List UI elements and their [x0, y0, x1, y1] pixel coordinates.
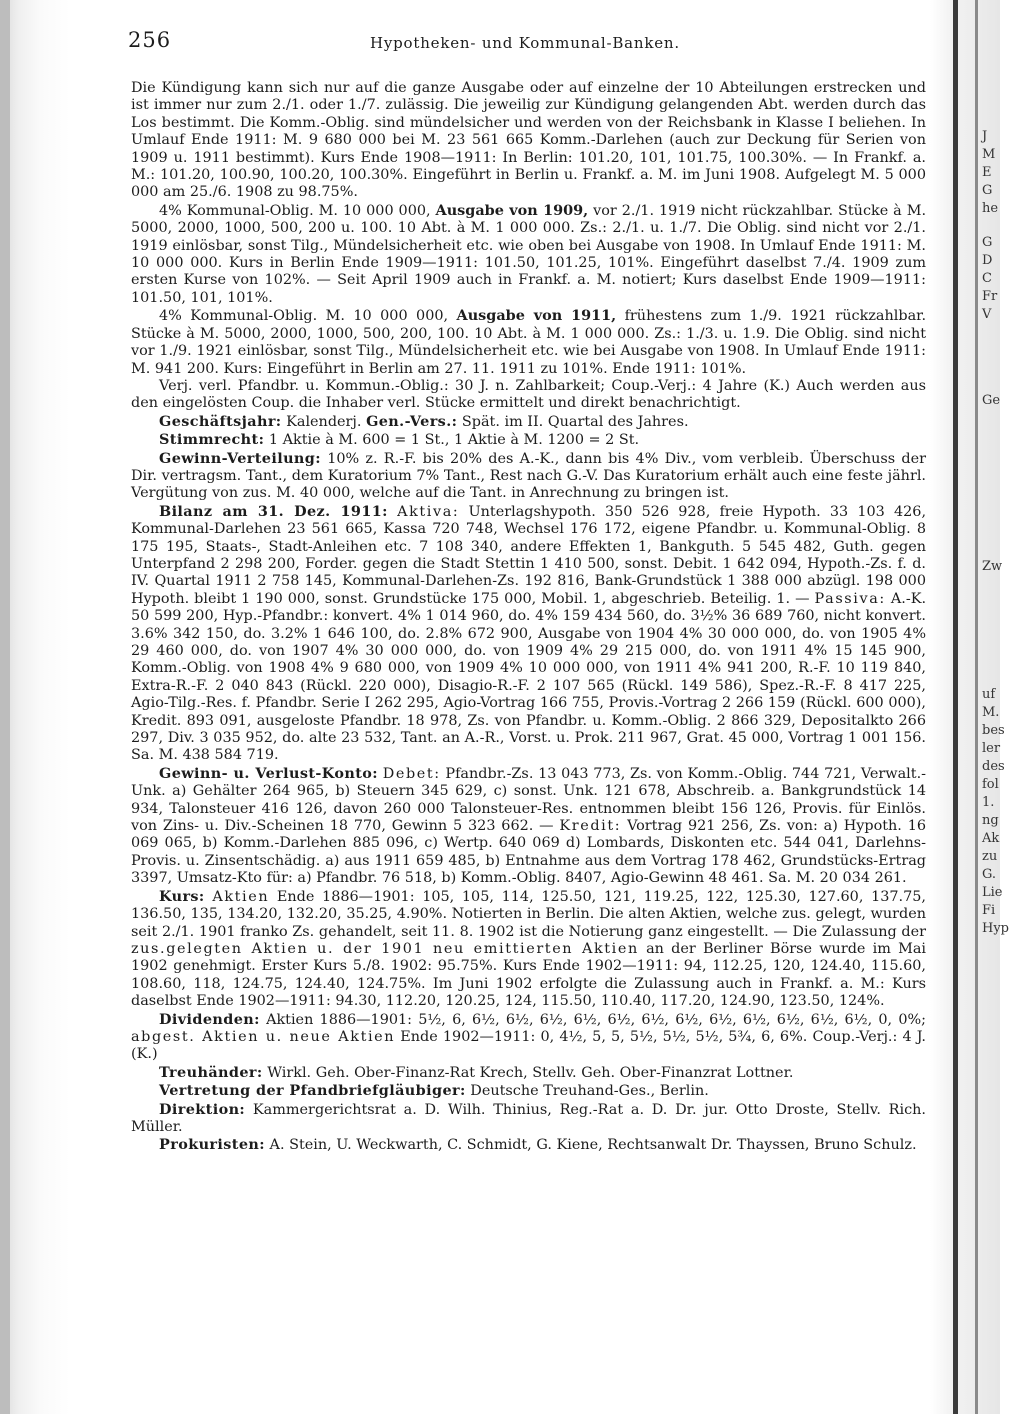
- page-edge-shadow: [953, 0, 958, 1414]
- adjacent-fragment: E: [982, 165, 992, 180]
- section-label: Stimmrecht:: [159, 431, 265, 449]
- text-run: Kalenderj.: [286, 413, 362, 430]
- spaced-run: Kredit:: [559, 818, 622, 835]
- adjacent-fragment: Ge: [982, 393, 1001, 408]
- section-label: Bilanz am 31. Dez. 1911:: [159, 502, 388, 520]
- adjacent-fragment: he: [982, 201, 999, 216]
- section-label: Treuhänder:: [159, 1063, 263, 1081]
- adjacent-fragment: M: [982, 147, 996, 162]
- text-run: Spät. im II. Quartal des Jahres.: [461, 413, 689, 430]
- adjacent-fragment: J: [982, 129, 988, 144]
- section-label: Gewinn-Verteilung:: [159, 449, 321, 467]
- bold-run: Ausgabe von 1909,: [435, 201, 589, 219]
- spaced-run: abgest. Aktien u. neue Aktien: [131, 1028, 396, 1045]
- adjacent-fragment: D: [982, 253, 993, 268]
- adjacent-fragment: Zw: [982, 559, 1003, 574]
- paragraph-direktion: [131, 1101, 926, 1137]
- section-label: Geschäftsjahr:: [159, 412, 282, 430]
- adjacent-fragment: V: [982, 307, 992, 322]
- text-run: Ende 1886—1901: 105, 105, 114, 125.50, 121, 119.25, 122, 125.30, 127.60, 137.75, 136.50, 135, 134.20, 132.20, 35.25, 4.90%. Notierten in Berlin. Die alten Aktien, welche zus. gelegt, wurden seit 2./1. 1901 franko Zs. gehandelt, seit 11. 8. 1902 ist die Notierung ganz eingestellt. — Die Zulassung der: [131, 888, 927, 940]
- spaced-run: Debet:: [382, 765, 441, 782]
- section-label: Vertretung der Pfandbriefgläubiger:: [159, 1082, 466, 1100]
- adjacent-fragment: G: [982, 183, 993, 198]
- section-label: Kurs:: [159, 887, 205, 905]
- paragraph-prokuristen: [131, 1136, 926, 1154]
- text-run: Kammergerichtsrat a. D. Wilh. Thinius, Reg.-Rat a. D. Dr. jur. Otto Droste, Stellv. Rich. Müller.: [131, 1101, 926, 1135]
- text-run: A.-K. 50 599 200, Hyp.-Pfandbr.: konvert. 4% 1 014 960, do. 4% 159 434 560, do. 3½% 36 689 760, nicht konvert. 3.6% 342 150, do. 3.2% 1 646 100, do. 2.8% 672 900, Ausgabe von 1904 4% 30 000 000, do. von 1905 4% 29 460 000, do. von 1907 4% 30 000 000, do. von 1909 4% 29 215 000, do. von 1911 4% 15 145 900, Komm.-Oblig. von 1908 4% 9 680 000, von 1909 4% 10 000 000, von 1911 4% 941 200, R.-F. 10 119 840, Extra-R.-F. 2 040 843 (Rückl. 220 000), Disagio-R.-F. 2 107 565 (Rückl. 149 586), Spez.-R.-F. 8 417 225, Agio-Tilg.-Res. f. Pfandbr. Serie I 262 295, Agio-Vortrag 166 755, Provis.-Vortrag 2 266 159 (Rückl. 600 000), Kredit. 893 091, ausgeloste Pfandbr. 18 978, Zs. von Pfandbr. u. Komm.-Oblig. 2 866 329, Depositalkto 266 297, Div. 3 035 952, do. alte 23 532, Tant. an A.-R., Vorst. u. Prok. 211 967, Grat. 45 000, Vortrag 1 001 156. Sa. M. 438 584 719.: [131, 590, 927, 764]
- adjacent-fragment: uf: [982, 687, 996, 702]
- paragraph-kuendigung: Die Kündigung kann sich nur auf die ganze Ausgabe oder auf einzelne der 10 Abteilungen erstrecken und ist immer nur zum 2./1. oder 1./7. zulässig. Die jeweilig zur Kündigung gelangenden Abt. werden durch das Los bestimmt. Die Komm.-Oblig. sind mündelsicher und werden von der Reichsbank in Klasse I beliehen. In Umlauf Ende 1911: M. 9 680 000 bei M. 23 561 665 Komm.-Darlehen (auch zur Deckung für Serien von 1909 u. 1911 bestimmt). Kurs Ende 1908—1911: In Berlin: 101.20, 101, 101.75, 100.30%. — In Frankf. a. M.: 101.20, 100.90, 100.20, 100.30%. Eingeführt in Berlin u. Frankf. a. M. im Juni 1908. Aufgelegt M. 5 000 000 am 25./6. 1908 zu 98.75%.: [131, 80, 926, 201]
- paragraph-kurs: [131, 888, 926, 1011]
- paragraph-gewinn-verlust: [131, 765, 926, 888]
- text-run: Unterlagshypoth. 350 526 928, freie Hypoth. 33 103 426, Kommunal-Darlehen 23 561 665, Kassa 720 748, Wechsel 176 172, eigene Pfandbr. u. Kommunal-Oblig. 8 175 195, Staats-, Stadt-Anleihen etc. 7 108 340, andere Effekten 1, Bankguth. 5 545 482, Guth. gegen Unterpfand 2 298 200, Forder. gegen die Stadt Stettin 1 410 500, sonst. Debit. 1 642 094, Hypoth.-Zs. f. d. IV. Quartal 1911 2 758 145, Kommunal-Darlehen-Zs. 192 816, Bank-Grundstück 1 388 000 abzügl. 198 000 Hypoth. bleibt 1 190 000, sonst. Grundstücke 175 000, Mobil. 1, abgeschrieb. Beteilig. 1. —: [131, 503, 927, 607]
- adjacent-fragment: bes: [982, 723, 1005, 738]
- adjacent-fragment: zu: [982, 849, 998, 864]
- paragraph-dividenden: [131, 1011, 926, 1064]
- text-run: vor 2./1. 1919 nicht rückzahlbar. Stücke à M. 5000, 2000, 1000, 500, 200 u. 100. 10 Abt. à M. 1 000 000. Zs.: 2./1. u. 1./7. Die Oblig. sind nicht vor 2./1. 1919 einlösbar, sonst Tilg., Mündelsicherheit etc. wie oben bei Ausgabe von 1908. In Umlauf Ende 1911: M. 10 000 000. Kurs in Berlin Ende 1909—1911: 101.50, 101.25, 101%. Eingeführt daselbst 7./4. 1909 zum ersten Kurse von 102%. — Seit April 1909 auch in Frankf. a. M. notiert; Kurs daselbst Ende 1909—1911: 101.50, 101, 101%.: [131, 202, 927, 306]
- text-run: 4% Kommunal-Oblig. M. 10 000 000,: [159, 202, 431, 219]
- text-run: Pfandbr.-Zs. 13 043 773, Zs. von Komm.-Oblig. 744 721, Verwalt.-Unk. a) Gehälter 264 965, b) Steuern 345 629, c) sonst. Unk. 121 678, Abschreib. a. Bankgrundstück 14 934, Talonsteuer 416 126, davon 260 000 Talonsteuer-Res. entnommen bleibt 156 126, Provis. für Einlös. von Zins- u. Div.-Scheinen 18 770, Gewinn 5 323 662. —: [131, 765, 927, 835]
- text-run: Aktien 1886—1901: 5½, 6, 6½, 6½, 6½, 6½, 6½, 6½, 6½, 6½, 6½, 6½, 6½, 6½, 0, 0%;: [266, 1011, 926, 1028]
- paragraph-ausgabe-1911: [131, 307, 926, 378]
- adjacent-fragment: G.: [982, 867, 997, 882]
- text-run: Deutsche Treuhand-Ges., Berlin.: [470, 1083, 709, 1100]
- adjacent-fragment: M.: [982, 705, 1000, 720]
- spaced-run: Passiva:: [814, 590, 886, 607]
- section-label: Gewinn- u. Verlust-Konto:: [159, 764, 378, 782]
- adjacent-fragment: C: [982, 271, 992, 286]
- binding-shadow: [0, 0, 10, 1414]
- section-label: Prokuristen:: [159, 1136, 265, 1154]
- text-run: Vortrag 921 256, Zs. von: a) Hypoth. 16 069 065, b) Komm.-Darlehen 885 096, c) Wertp. 640 069 d) Lombards, Diskonten etc. 544 041, Darlehns-Provis. u. Zinsentschädig. a) aus 1911 659 485, b) Entnahme aus dem Vortrag 178 462, Grundstücks-Ertrag 3397, Umsatz-Kto für: a) Pfandbr. 76 518, b) Komm.-Oblig. 8407, Agio-Gewinn 48 461. Sa. M. 20 034 261.: [131, 818, 927, 887]
- text-run: frühestens zum 1./9. 1921 rückzahlbar. Stücke à M. 5000, 2000, 1000, 500, 200, 100. 10 Abt. à M. 1 000 000. Zs.: 1./3. u. 1.9. Die Oblig. sind nicht vor 1./9. 1921 einlösbar, sonst Tilg., Mündelsicherheit etc. wie bei Ausgabe von 1908. In Umlauf Ende 1911: M. 941 200. Kurs: Eingeführt in Berlin am 27. 11. 1911 zu 101%. Ende 1911: 101%.: [131, 308, 927, 377]
- text-run: 4% Kommunal-Oblig. M. 10 000 000,: [159, 308, 449, 325]
- paragraph-geschaeftsjahr: [131, 413, 926, 431]
- paragraph-verjaehrung: Verj. verl. Pfandbr. u. Kommun.-Oblig.: 30 J. n. Zahlbarkeit; Coup.-Verj.: 4 Jahre (K.) Auch werden aus den eingelösten Coup. die Inhaber verl. Stücke ermittelt und direkt benachrichtigt.: [131, 377, 926, 412]
- section-label: Direktion:: [159, 1100, 246, 1118]
- page-edge-line: [975, 0, 978, 1414]
- adjacent-fragment: des: [982, 759, 1005, 774]
- adjacent-fragment: Fi: [982, 903, 996, 918]
- section-label: Gen.-Vers.:: [366, 412, 458, 430]
- adjacent-fragment: Hyp: [982, 921, 1010, 936]
- adjacent-fragment: Fr: [982, 289, 998, 304]
- adjacent-fragment: ng: [982, 813, 999, 828]
- adjacent-fragment: ler: [982, 741, 1001, 756]
- article-body: [131, 80, 926, 1155]
- spaced-run: zus.gelegten Aktien u. der 1901 neu emittierten Aktien: [131, 940, 639, 957]
- paragraph-ausgabe-1909: [131, 202, 926, 307]
- paragraph-stimmrecht: [131, 431, 926, 449]
- text-run: an der Berliner Börse wurde im Mai 1902 genehmigt. Erster Kurs 5./8. 1902: 95.75%. Kurs Ende 1902—1911: 94, 112.25, 120, 124.40, 115.60, 108.60, 118, 124.75, 124.40, 124.75%. Im Juni 1902 erfolgte die Zulassung auch in Frankf. a. M.: Kurs daselbst Ende 1902—1911: 94.30, 112.20, 120.25, 124, 115.50, 110.40, 117.20, 124.90, 123.50, 124%.: [131, 940, 927, 1010]
- spaced-run: Aktien: [212, 888, 270, 905]
- bold-run: Ausgabe von 1911,: [456, 307, 617, 325]
- running-head: Hypotheken- und Kommunal-Banken.: [370, 34, 680, 52]
- adjacent-fragment: fol: [982, 777, 999, 792]
- paragraph-gewinn-verteilung: [131, 450, 926, 503]
- page-number: 256: [128, 28, 172, 52]
- paragraph-bilanz: [131, 503, 926, 765]
- text-run: Ende 1902—1911: 0, 4½, 5, 5, 5½, 5½, 5½, 5¾, 6, 6%. Coup.-Verj.: 4 J. (K.): [131, 1028, 926, 1063]
- adjacent-fragment: 1.: [982, 795, 995, 810]
- text-run: A. Stein, U. Weckwarth, C. Schmidt, G. Kiene, Rechtsanwalt Dr. Thayssen, Bruno Schulz.: [269, 1137, 917, 1154]
- paragraph-vertretung: [131, 1082, 926, 1100]
- spaced-run: Aktiva:: [397, 503, 460, 520]
- section-label: Dividenden:: [159, 1010, 260, 1028]
- adjacent-fragment: Lie: [982, 885, 1003, 900]
- paragraph-treuhaender: [131, 1064, 926, 1082]
- text-run: Wirkl. Geh. Ober-Finanz-Rat Krech, Stellv. Geh. Ober-Finanzrat Lottner.: [267, 1064, 794, 1081]
- adjacent-fragment: Ak: [982, 831, 1000, 846]
- text-run: 1 Aktie à M. 600 = 1 St., 1 Aktie à M. 1200 = 2 St.: [268, 432, 640, 449]
- text-run: 10% z. R.-F. bis 20% des A.-K., dann bis 4% Div., vom verbleib. Überschuss der Dir. vertragsm. Tant., dem Kuratorium 7% Tant., Rest nach G.-V. Das Kuratorium erhält auch eine feste jährl. Vergütung von zus. M. 40 000, welche auf die Tant. in Anrechnung zu bringen ist.: [131, 450, 926, 502]
- adjacent-fragment: G: [982, 235, 993, 250]
